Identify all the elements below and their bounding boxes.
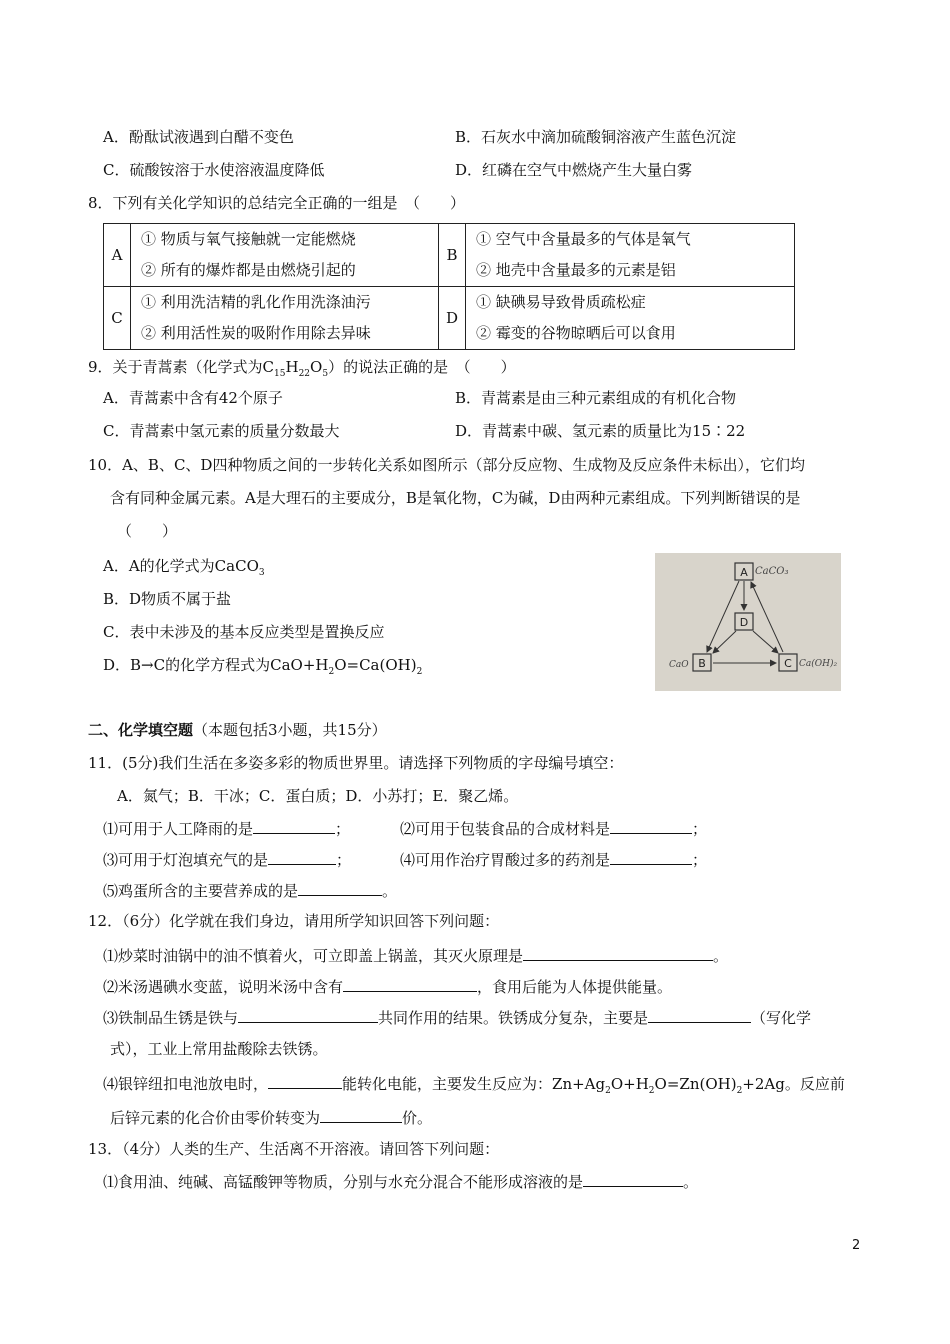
answer-blank[interactable]: [523, 944, 713, 961]
diagram-label-d: D: [739, 616, 749, 629]
q10-diagram-photo: [655, 553, 841, 691]
q8-key-d: D: [439, 287, 466, 350]
diagram-note-b: CaO: [669, 660, 689, 670]
q11-part2: ⑵可用于包装食品的合成材料是 ；: [400, 817, 707, 839]
answer-blank[interactable]: [320, 1106, 402, 1123]
q9-option-a: A．青蒿素中含有42个原子: [103, 389, 283, 407]
q8-a-2: ② 所有的爆炸都是由燃烧引起的: [131, 255, 439, 287]
q12-part4-cont: 后锌元素的化合价由零价转变为 价。: [110, 1106, 432, 1128]
answer-blank[interactable]: [610, 817, 692, 834]
q9-option-d: D．青蒿素中碳、氢元素的质量比为15∶22: [455, 422, 746, 440]
diagram-label-a: A: [740, 566, 748, 579]
page-number: 2: [852, 1238, 861, 1253]
q10-option-d: D．B→C的化学方程式为$CaO+H_2O=Ca(OH)_2$: [103, 656, 423, 677]
q11-part1: ⑴可用于人工降雨的是 ；: [103, 817, 350, 839]
q10-stem-line3: （ ）: [117, 522, 178, 540]
q11-stem: 11．(5分)我们生活在多姿多彩的物质世界里。请选择下列物质的字母编号填空：: [88, 754, 624, 772]
diagram-note-c: Ca(OH)₂: [799, 659, 838, 669]
q13-part1: ⑴食用油、纯碱、高锰酸钾等物质，分别与水充分混合不能形成溶液的是 。: [103, 1170, 698, 1192]
diagram-label-b: B: [698, 657, 706, 670]
q8-d-2: ② 霉变的谷物晾晒后可以食用: [466, 318, 795, 350]
section-2-heading: 二、化学填空题（本题包括3小题，共15分）: [88, 721, 387, 739]
q9-option-c: C．青蒿素中氢元素的质量分数最大: [103, 422, 340, 440]
q10-stem-line2: 含有同种金属元素。A是大理石的主要成分，B是氧化物，C为碱，D由两种元素组成。下列判断错误的是: [110, 489, 801, 507]
diagram-note-a: CaCO₃: [755, 566, 789, 577]
q9-option-b: B．青蒿素是由三种元素组成的有机化合物: [455, 389, 737, 407]
q8-c-1: ① 利用洗洁精的乳化作用洗涤油污: [131, 287, 439, 319]
q11-part4: ⑷可用作治疗胃酸过多的药剂是 ；: [400, 848, 707, 870]
q8-key-b: B: [439, 224, 466, 287]
q7-option-b: B．石灰水中滴加硫酸铜溶液产生蓝色沉淀: [455, 128, 737, 146]
q13-stem: 13．（4分）人类的生产、生活离不开溶液。请回答下列问题：: [88, 1140, 500, 1158]
q10-stem-line1: 10．A、B、C、D四种物质之间的一步转化关系如图所示（部分反应物、生成物及反应条件未标出），它们均: [88, 456, 805, 474]
q10-option-b: B．D物质不属于盐: [103, 590, 232, 608]
q11-part3: ⑶可用于灯泡填充气的是 ；: [103, 848, 351, 870]
q12-stem: 12．（6分）化学就在我们身边，请用所学知识回答下列问题：: [88, 912, 500, 930]
q12-part4: ⑷银锌纽扣电池放电时， 能转化电能，主要发生反应为：$Zn+Ag_2O+H_2O=Zn(OH)_2+2Ag$。反应前: [103, 1072, 845, 1101]
q9-stem: 9．关于青蒿素（化学式为$C_{15}H_{22}O_5$）的说法正确的是 （ ）: [88, 358, 516, 379]
arrow-d-to-b: [713, 631, 736, 653]
q7-option-c: C．硫酸铵溶于水使溶液温度降低: [103, 161, 325, 179]
q8-table: [103, 223, 795, 350]
q11-part5: ⑸鸡蛋所含的主要营养成的是 。: [103, 879, 397, 901]
answer-blank[interactable]: [268, 1072, 342, 1089]
q8-d-1: ① 缺碘易导致骨质疏松症: [466, 287, 795, 319]
q10-diagram: [655, 553, 841, 691]
q8-b-1: ① 空气中含量最多的气体是氧气: [466, 224, 795, 256]
q12-part2: ⑵米汤遇碘水变蓝，说明米汤中含有 ，食用后能为人体提供能量。: [103, 975, 672, 997]
q7-option-d: D．红磷在空气中燃烧产生大量白雾: [455, 161, 693, 179]
answer-blank[interactable]: [268, 848, 336, 865]
answer-blank[interactable]: [648, 1006, 751, 1023]
diagram-label-c: C: [784, 657, 792, 670]
q8-key-a: A: [104, 224, 131, 287]
q8-stem: 8．下列有关化学知识的总结完全正确的一组是 （ ）: [88, 194, 466, 212]
q10-option-c: C．表中未涉及的基本反应类型是置换反应: [103, 623, 385, 641]
answer-blank[interactable]: [238, 1006, 378, 1023]
answer-blank[interactable]: [298, 879, 382, 896]
q7-option-a: A．酚酞试液遇到白醋不变色: [103, 128, 294, 146]
answer-blank[interactable]: [343, 975, 477, 992]
arrow-c-to-a: [751, 582, 783, 652]
table-row: [104, 287, 795, 319]
q12-part3: ⑶铁制品生锈是铁与 共同作用的结果。铁锈成分复杂，主要是 （写化学: [103, 1006, 811, 1028]
answer-blank[interactable]: [610, 848, 692, 865]
q12-part1: ⑴炒菜时油锅中的油不慎着火，可立即盖上锅盖，其灭火原理是 。: [103, 944, 728, 966]
q8-b-2: ② 地壳中含量最多的元素是铝: [466, 255, 795, 287]
answer-blank[interactable]: [583, 1170, 683, 1187]
answer-blank[interactable]: [253, 817, 335, 834]
q8-key-c: C: [104, 287, 131, 350]
table-row: [104, 224, 795, 256]
arrow-d-to-c: [753, 631, 778, 653]
q11-options: A．氮气；B．干冰；C．蛋白质；D．小苏打；E．聚乙烯。: [117, 787, 519, 805]
q8-c-2: ② 利用活性炭的吸附作用除去异味: [131, 318, 439, 350]
q10-option-a: A．A的化学式为CaCO$_3$: [103, 557, 265, 578]
arrow-a-to-b: [707, 581, 739, 652]
q8-a-1: ① 物质与氧气接触就一定能燃烧: [131, 224, 439, 256]
q12-part3-cont: 式），工业上常用盐酸除去铁锈。: [110, 1040, 328, 1058]
